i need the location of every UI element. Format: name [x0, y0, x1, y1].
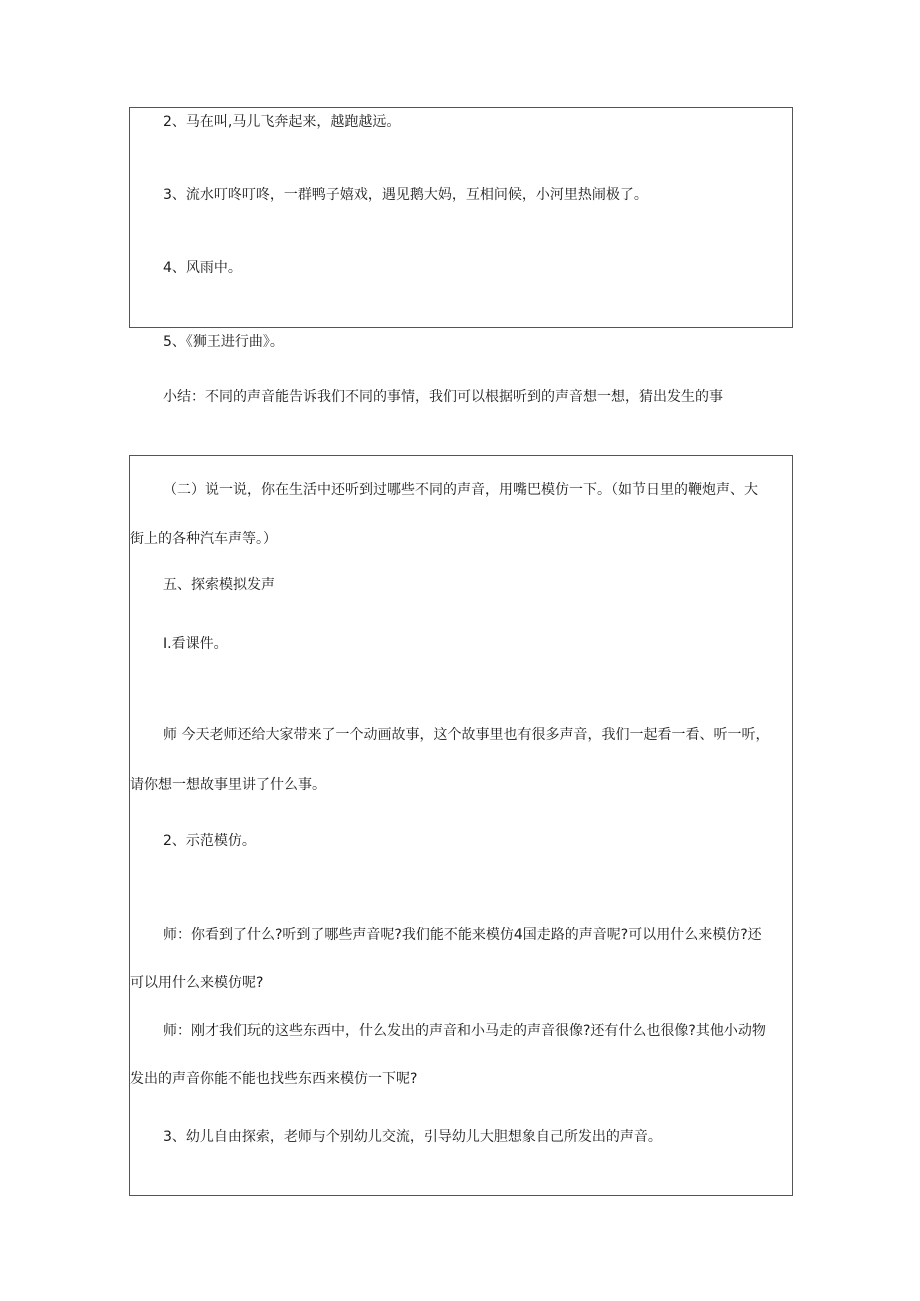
teacher-intro-line-1: 师 今天老师还给大家带来了一个动画故事，这个故事里也有很多声音，我们一起看一看、听一听， — [163, 727, 770, 743]
step-1-courseware: I.看课件。 — [163, 636, 228, 652]
top-bordered-section — [129, 107, 793, 328]
discussion-line-2: 街上的各种汽车声等。） — [130, 531, 277, 547]
section-five-heading: 五、探索模拟发声 — [163, 577, 275, 593]
teacher-question-line-2: 可以用什么来模仿呢? — [130, 975, 264, 991]
teacher-followup-line-2: 发出的声音你能不能也找些东西来模仿一下呢? — [130, 1071, 418, 1087]
item-3-stream-text: 3、流水叮咚叮咚，一群鸭子嬉戏，遇见鹅大妈，互相问候，小河里热闹极了。 — [163, 187, 648, 203]
item-4-storm-text: 4、风雨中。 — [163, 260, 242, 276]
summary-text: 小结：不同的声音能告诉我们不同的事情，我们可以根据听到的声音想一想，猜出发生的事 — [163, 389, 723, 405]
item-5-lion-march-text: 5、《狮王进行曲》。 — [163, 334, 284, 350]
teacher-followup-line-1: 师：刚才我们玩的这些东西中，什么发出的声音和小马走的声音很像?还有什么也很像?其他小动物 — [163, 1023, 766, 1039]
step-2-demo: 2、示范模仿。 — [163, 833, 256, 849]
item-2-horse-text: 2、马在叫,马儿飞奔起来，越跑越远。 — [163, 114, 401, 130]
discussion-line-1: （二）说一说，你在生活中还听到过哪些不同的声音，用嘴巴模仿一下。（如节日里的鞭炮声、大 — [163, 482, 758, 498]
step-3-free-exploration: 3、幼儿自由探索，老师与个别幼儿交流，引导幼儿大胆想象自己所发出的声音。 — [163, 1129, 662, 1145]
teacher-intro-line-2: 请你想一想故事里讲了什么事。 — [130, 777, 326, 793]
teacher-question-line-1: 师：你看到了什么?听到了哪些声音呢?我们能不能来模仿4国走路的声音呢?可以用什么来模仿?还 — [163, 927, 762, 943]
